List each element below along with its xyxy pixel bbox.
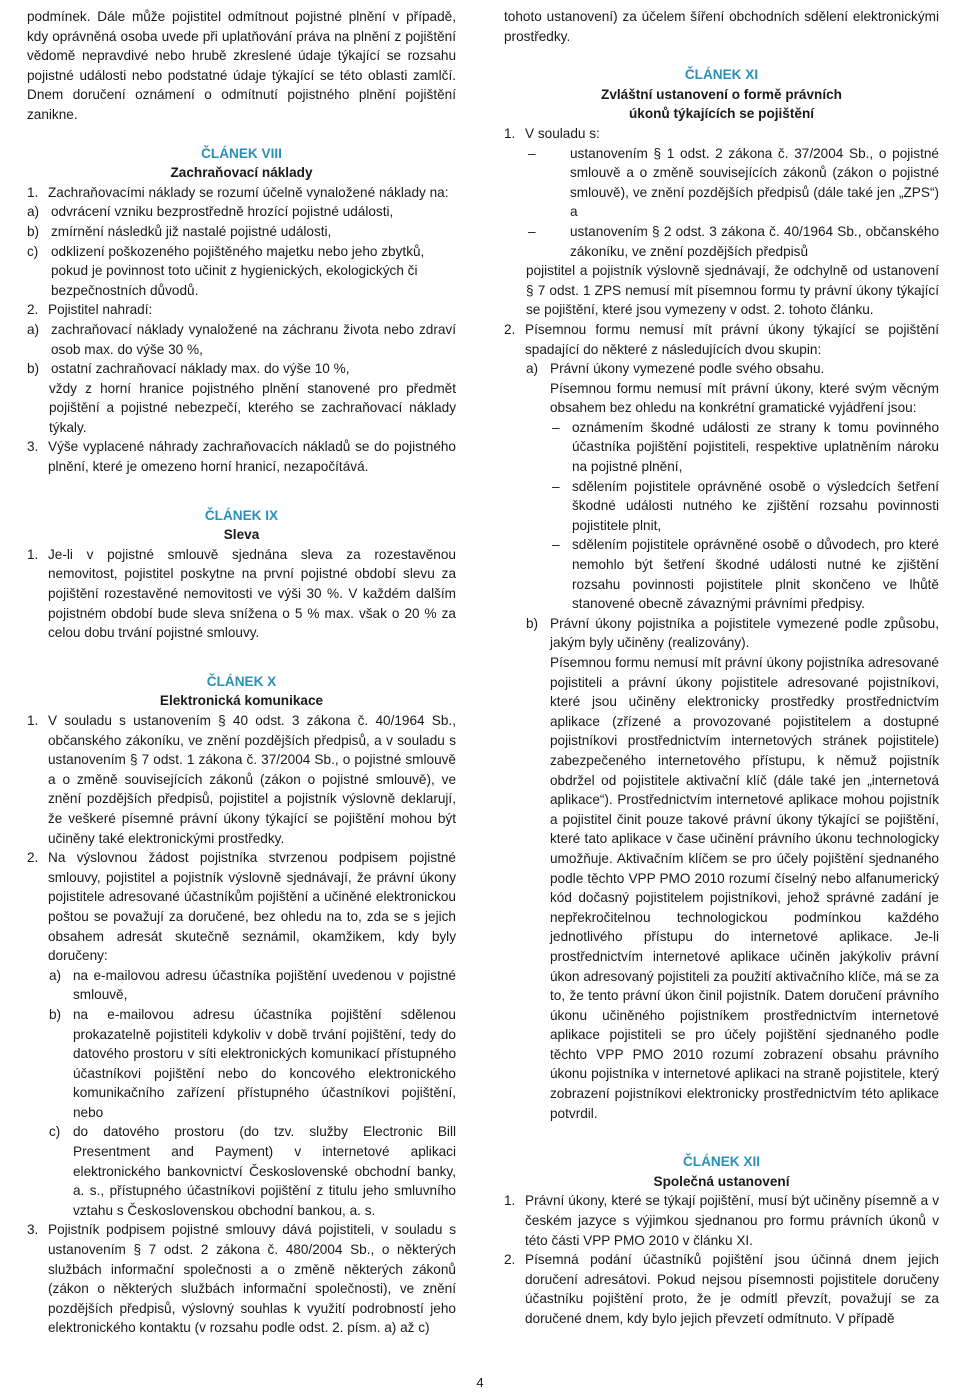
item-number: 1.: [27, 546, 39, 562]
article-8-heading: ČLÁNEK VIII: [201, 145, 282, 161]
item-number: 2.: [504, 321, 516, 337]
dash-marker: –: [552, 419, 560, 435]
item-letter: c): [49, 1124, 61, 1140]
item-text: Právní úkony vymezené podle svého obsahu.: [550, 361, 825, 377]
art8-item-1b: [27, 222, 456, 242]
item-text: sdělením pojistitele oprávněné osobě o výsledcích šetření škodné události nutného ke zjištění rozsahu povinnosti pojistitele plnit,: [572, 478, 939, 533]
item-letter: a): [526, 361, 539, 377]
item-letter: b): [27, 361, 40, 377]
left-column: [27, 7, 456, 1338]
article-11-heading: ČLÁNEK XI: [684, 67, 759, 83]
item-text: Právní úkony, které se týkají pojištění, musí být učiněny písemně a v českém jazyce s výjimkou sjednanou pro formu právních úkonů v této části VPP PMO 2010 v článku XI.: [525, 1193, 939, 1248]
art10-item-3: [27, 1220, 456, 1338]
article-12-title: Společná ustanovení: [653, 1173, 790, 1189]
art8-item-1c: [27, 242, 456, 301]
intro-paragraph: podmínek. Dále může pojistitel odmítnout pojistné plnění v případě, kdy oprávněná osoba uvede při uplatňování práva na plnění z pojištění vědomě nepravdivé nebo hrubě zkreslené údaje týkající se rozsahu pojistné události nebo podstatné údaje týkající se této oblasti zamlčí. Dnem doručení oznámení o odmítnutí pojistného plnění pojištění zanikne.: [27, 9, 456, 122]
item-letter: c): [27, 243, 39, 259]
article-11-title-line2: úkonů týkajících se pojištění: [628, 106, 815, 122]
item-letter: b): [49, 1006, 62, 1022]
art11-item-2a-dash-1: [504, 418, 939, 477]
dash-marker: –: [552, 537, 560, 553]
dash-marker: –: [552, 478, 560, 494]
article-10-heading: ČLÁNEK X: [206, 673, 277, 689]
article-9-title: Sleva: [223, 527, 260, 543]
item-number: 2.: [504, 1252, 516, 1268]
art10-item-1: [27, 711, 456, 848]
item-number: 3.: [27, 1222, 39, 1238]
art10-item-2a: [27, 966, 456, 1005]
item-text: Zachraňovacími náklady se rozumí účelně vynaložené náklady na:: [48, 184, 449, 200]
item-number: 1.: [27, 184, 39, 200]
art8-item-3: [27, 437, 456, 476]
article-12-heading: ČLÁNEK XII: [682, 1154, 761, 1170]
item-number: 2.: [27, 850, 39, 866]
item-text: Písemnou formu nemusí mít právní úkony týkající se pojištění spadající do některé z následujících dvou skupin:: [525, 321, 939, 357]
article-9-heading: ČLÁNEK IX: [204, 507, 279, 523]
art9-item-1: [27, 545, 456, 643]
item-text: ustanovením § 1 odst. 2 zákona č. 37/2004 Sb., o pojistné smlouvě a o změně souvisejících zákonů (zákon o pojistné smlouvě), ve znění pozdějších předpisů (dále také jen „ZPS“) a: [570, 145, 939, 220]
continuation-paragraph: tohoto ustanovení) za účelem šíření obchodních sdělení elektronickými prostředky.: [504, 9, 939, 44]
art12-item-2: [504, 1250, 939, 1328]
item-number: 1.: [504, 1193, 516, 1209]
item-letter: b): [526, 615, 539, 631]
art11-item-1-continuation: pojistitel a pojistník výslovně sjednávají, že odchylně od ustanovení § 7 odst. 1 ZPS nemusí mít písemnou formu ty právní úkony týkající se pojištění, které jsou vymezeny v odst. 2. tohoto článku.: [526, 263, 939, 318]
item-text: na e-mailovou adresu účastníka pojištění sdělenou prokazatelně pojistiteli kdykoliv v době trvání pojištění, tedy do datového prostoru v síti elektronických komunikací přístupného účastníkovi pojištění nebo do koncového elektronického komunikačního zařízení přístupného účastníkovi pojištění, nebo: [73, 1006, 456, 1120]
item-number: 1.: [27, 713, 39, 728]
art8-item-2: [27, 300, 456, 320]
art8-item-2-continuation: vždy z horní hranice pojistného plnění stanovené pro předmět pojištění a pojistné nebezpečí, kterého se zachraňovací náklady týkaly.: [49, 380, 456, 435]
item-text: ostatní zachraňovací náklady max. do výše 10 %,: [51, 361, 350, 377]
art11-dash-1: [504, 144, 939, 222]
item-text: na e-mailovou adresu účastníka pojištění uvedenou v pojistné smlouvě,: [73, 967, 456, 1003]
item-text: V souladu s ustanovením § 40 odst. 3 zákona č. 40/1964 Sb., občanského zákoníku, ve znění pozdějších předpisů, a v souladu s ustanovením § 7 odst. 1 zákona č. 37/2004 Sb., o pojistné smlouvě a o změně souvisejících zákonů (zákon o pojistné smlouvě), ve znění pozdějších předpisů, pojistitel a pojistník výslovně deklarují, že veškeré písemné právní úkony týkající se pojištění mohou být učiněny také elektronickými prostředky.: [48, 713, 456, 846]
art12-item-1: [504, 1191, 939, 1250]
item-text: Na výslovnou žádost pojistníka stvrzenou podpisem pojistné smlouvy, pojistitel a pojistník výslovně sjednávají, že právní úkony pojistitele adresované účastníkům pojištění a učiněné elektronickou poštou se považují za doručené, bez ohledu na to, zda se s jejich obsahem adresát skutečně seznámil, okamžikem, kdy byly doručeny:: [48, 850, 456, 964]
item-text: odvrácení vzniku bezprostředně hrozící pojistné události,: [51, 204, 394, 220]
item-text: Písemná podání účastníků pojištění jsou účinná dnem jejich doručení adresátovi. Pokud nejsou písemnosti pojistitele doručeny účastníku pojištění proto, že je odmítl převzít, považují se za doručené dnem, kdy bylo jejich převzetí odmítnuto. V případě: [525, 1252, 939, 1326]
art8-item-1a: [27, 202, 456, 222]
item-text: odklizení poškozeného pojištěného majetku nebo jeho zbytků, pokud je povinnost toto učinit z hygienických, ekologických či bezpečnostních důvodů.: [51, 243, 425, 298]
item-text: Pojistitel nahradí:: [48, 302, 153, 318]
item-text: sdělením pojistitele oprávněné osobě o důvodech, pro které nemohlo být šetření škodné události nutné ke zjištění rozsahu povinnosti pojistitele plnit skončeno ve lhůtě stanovené obecně závaznými právními předpisy.: [572, 537, 939, 612]
art11-dash-2: [504, 222, 939, 261]
item-text: V souladu s:: [525, 125, 600, 141]
article-10-title: Elektronická komunikace: [159, 693, 324, 709]
item-letter: a): [49, 967, 62, 983]
item-letter: a): [27, 204, 40, 220]
item-text: zmírnění následků již nastalé pojistné události,: [51, 223, 332, 239]
art11-item-2: [504, 320, 939, 359]
dash-marker: –: [528, 145, 536, 161]
item-number: 1.: [504, 125, 516, 141]
dash-marker: –: [528, 223, 536, 239]
item-text: Právní úkony pojistníka a pojistitele vymezené podle způsobu, jakým byly učiněny (realizovány).: [550, 615, 939, 651]
art8-item-2a: [27, 320, 456, 359]
art8-item-1: [27, 183, 456, 203]
item-text: Je-li v pojistné smlouvě sjednána sleva za rozestavěnou nemovitost, pojistitel poskytne na první pojistné období slevu za pojištění rozestavěné nemovitosti ve výši 30 %. V každém dalším pojistném období bude sleva snížena o 5 % max. však o 20 % za celou dobu trvání pojistné smlouvy.: [48, 546, 456, 641]
item-text: zachraňovací náklady vynaložené na záchranu života nebo zdraví osob max. do výše 30 %,: [51, 321, 456, 357]
art11-item-1: [504, 124, 939, 144]
art11-item-2a: [504, 359, 939, 379]
item-number: 3.: [27, 439, 39, 455]
art11-item-2a-dash-3: [504, 535, 939, 613]
item-letter: b): [27, 223, 40, 239]
art11-item-2b: [504, 614, 939, 653]
page-number: 4: [476, 1375, 484, 1390]
item-text: Výše vyplacené náhrady zachraňovacích nákladů se do pojistného plnění, které je omezeno horní hranicí, nezapočítává.: [48, 439, 456, 475]
art10-item-2b: [27, 1005, 456, 1123]
art11-item-2b-paragraph: Písemnou formu nemusí mít právní úkony pojistníka adresované pojistiteli a právní úkony pojistitele adresované pojistníkovi, které jsou učiněny elektronicky prostředky prostřednictvím aplikace (zřízené a provozované pojistitelem a dostupné pojistníkovi prostřednictvím internetových stránek pojistitele) zabezpečeného internetového přístupu, k němuž pojistník obdržel od pojistitele aktivační klíč (dále také jen „internetová aplikace“). Prostřednictvím internetové aplikace mohou pojistník a pojistitel činit pouze takové právní úkony týkající se pojištění, které tato aplikace v čase učinění právního úkonu technologicky umožňuje. Aktivačním klíčem se pro účely pojištění sjednaného podle těchto VPP PMO 2010 rozumí číselný nebo alfanumerický kód dočasný pojistitelem pojistníkovi, jehož správné zadání je nepřekročitelnou technologickou podmínkou každého jednotlivého přístupu do internetové aplikace. Je-li prostřednictvím internetové aplikace učiněn jakýkoliv právní úkon adresovaný pojistiteli za použití aktivačního klíče, má se za to, že tento právní úkon činil pojistník. Datem doručení právního úkonu učiněného pojistníkem prostřednictvím internetové aplikace pojistiteli se pro účely pojištění sjednaného podle těchto VPP PMO 2010 rozumí zobrazení obsahu právního úkonu pojistníka v internetové aplikaci na straně pojistitele, který zobrazení pojistníkovi elektronicky prostřednictvím této aplikace potvrdil.: [550, 655, 939, 1121]
art11-item-2a-paragraph: Písemnou formu nemusí mít právní úkony, které svým věcným obsahem bez ohledu na konkrétní gramatické vyjádření jsou:: [550, 380, 939, 416]
item-text: Pojistník podpisem pojistné smlouvy dává pojistiteli, v souladu s ustanovením § 7 odst. 2 zákona č. 480/2004 Sb., o některých službách informační společnosti a o změně některých zákonů (zákon o některých službách informační společnosti), ve znění pozdějších předpisů, výslovný souhlas k využití podrobností jeho elektronického kontaktu (v rozsahu podle odst. 2. písm. a) až c): [48, 1222, 456, 1336]
art11-item-2a-dash-2: [504, 477, 939, 536]
item-text: ustanovením § 2 odst. 3 zákona č. 40/1964 Sb., občanského zákoníku, ve znění pozdějších předpisů: [570, 223, 939, 259]
item-number: 2.: [27, 302, 39, 318]
item-text: do datového prostoru (do tzv. služby Electronic Bill Presentment and Payment) v internetové aplikaci elektronického bankovnictví Československé obchodní banky, a. s., přístupného účastníkovi pojištění z titulu jeho smluvního vztahu s Československou obchodní bankou, a. s.: [73, 1124, 456, 1218]
article-8-title: Zachraňovací náklady: [170, 165, 313, 181]
item-text: oznámením škodné události ze strany k tomu povinného účastníka pojištění pojistiteli, respektive uplatněním nároku na pojistné plnění,: [572, 419, 939, 475]
art10-item-2c: [27, 1122, 456, 1220]
right-column: [504, 7, 939, 1329]
item-letter: a): [27, 321, 40, 337]
art10-item-2: [27, 848, 456, 966]
art8-item-2b: [27, 359, 456, 379]
article-11-title-line1: Zvláštní ustanovení o formě právních: [601, 86, 842, 102]
